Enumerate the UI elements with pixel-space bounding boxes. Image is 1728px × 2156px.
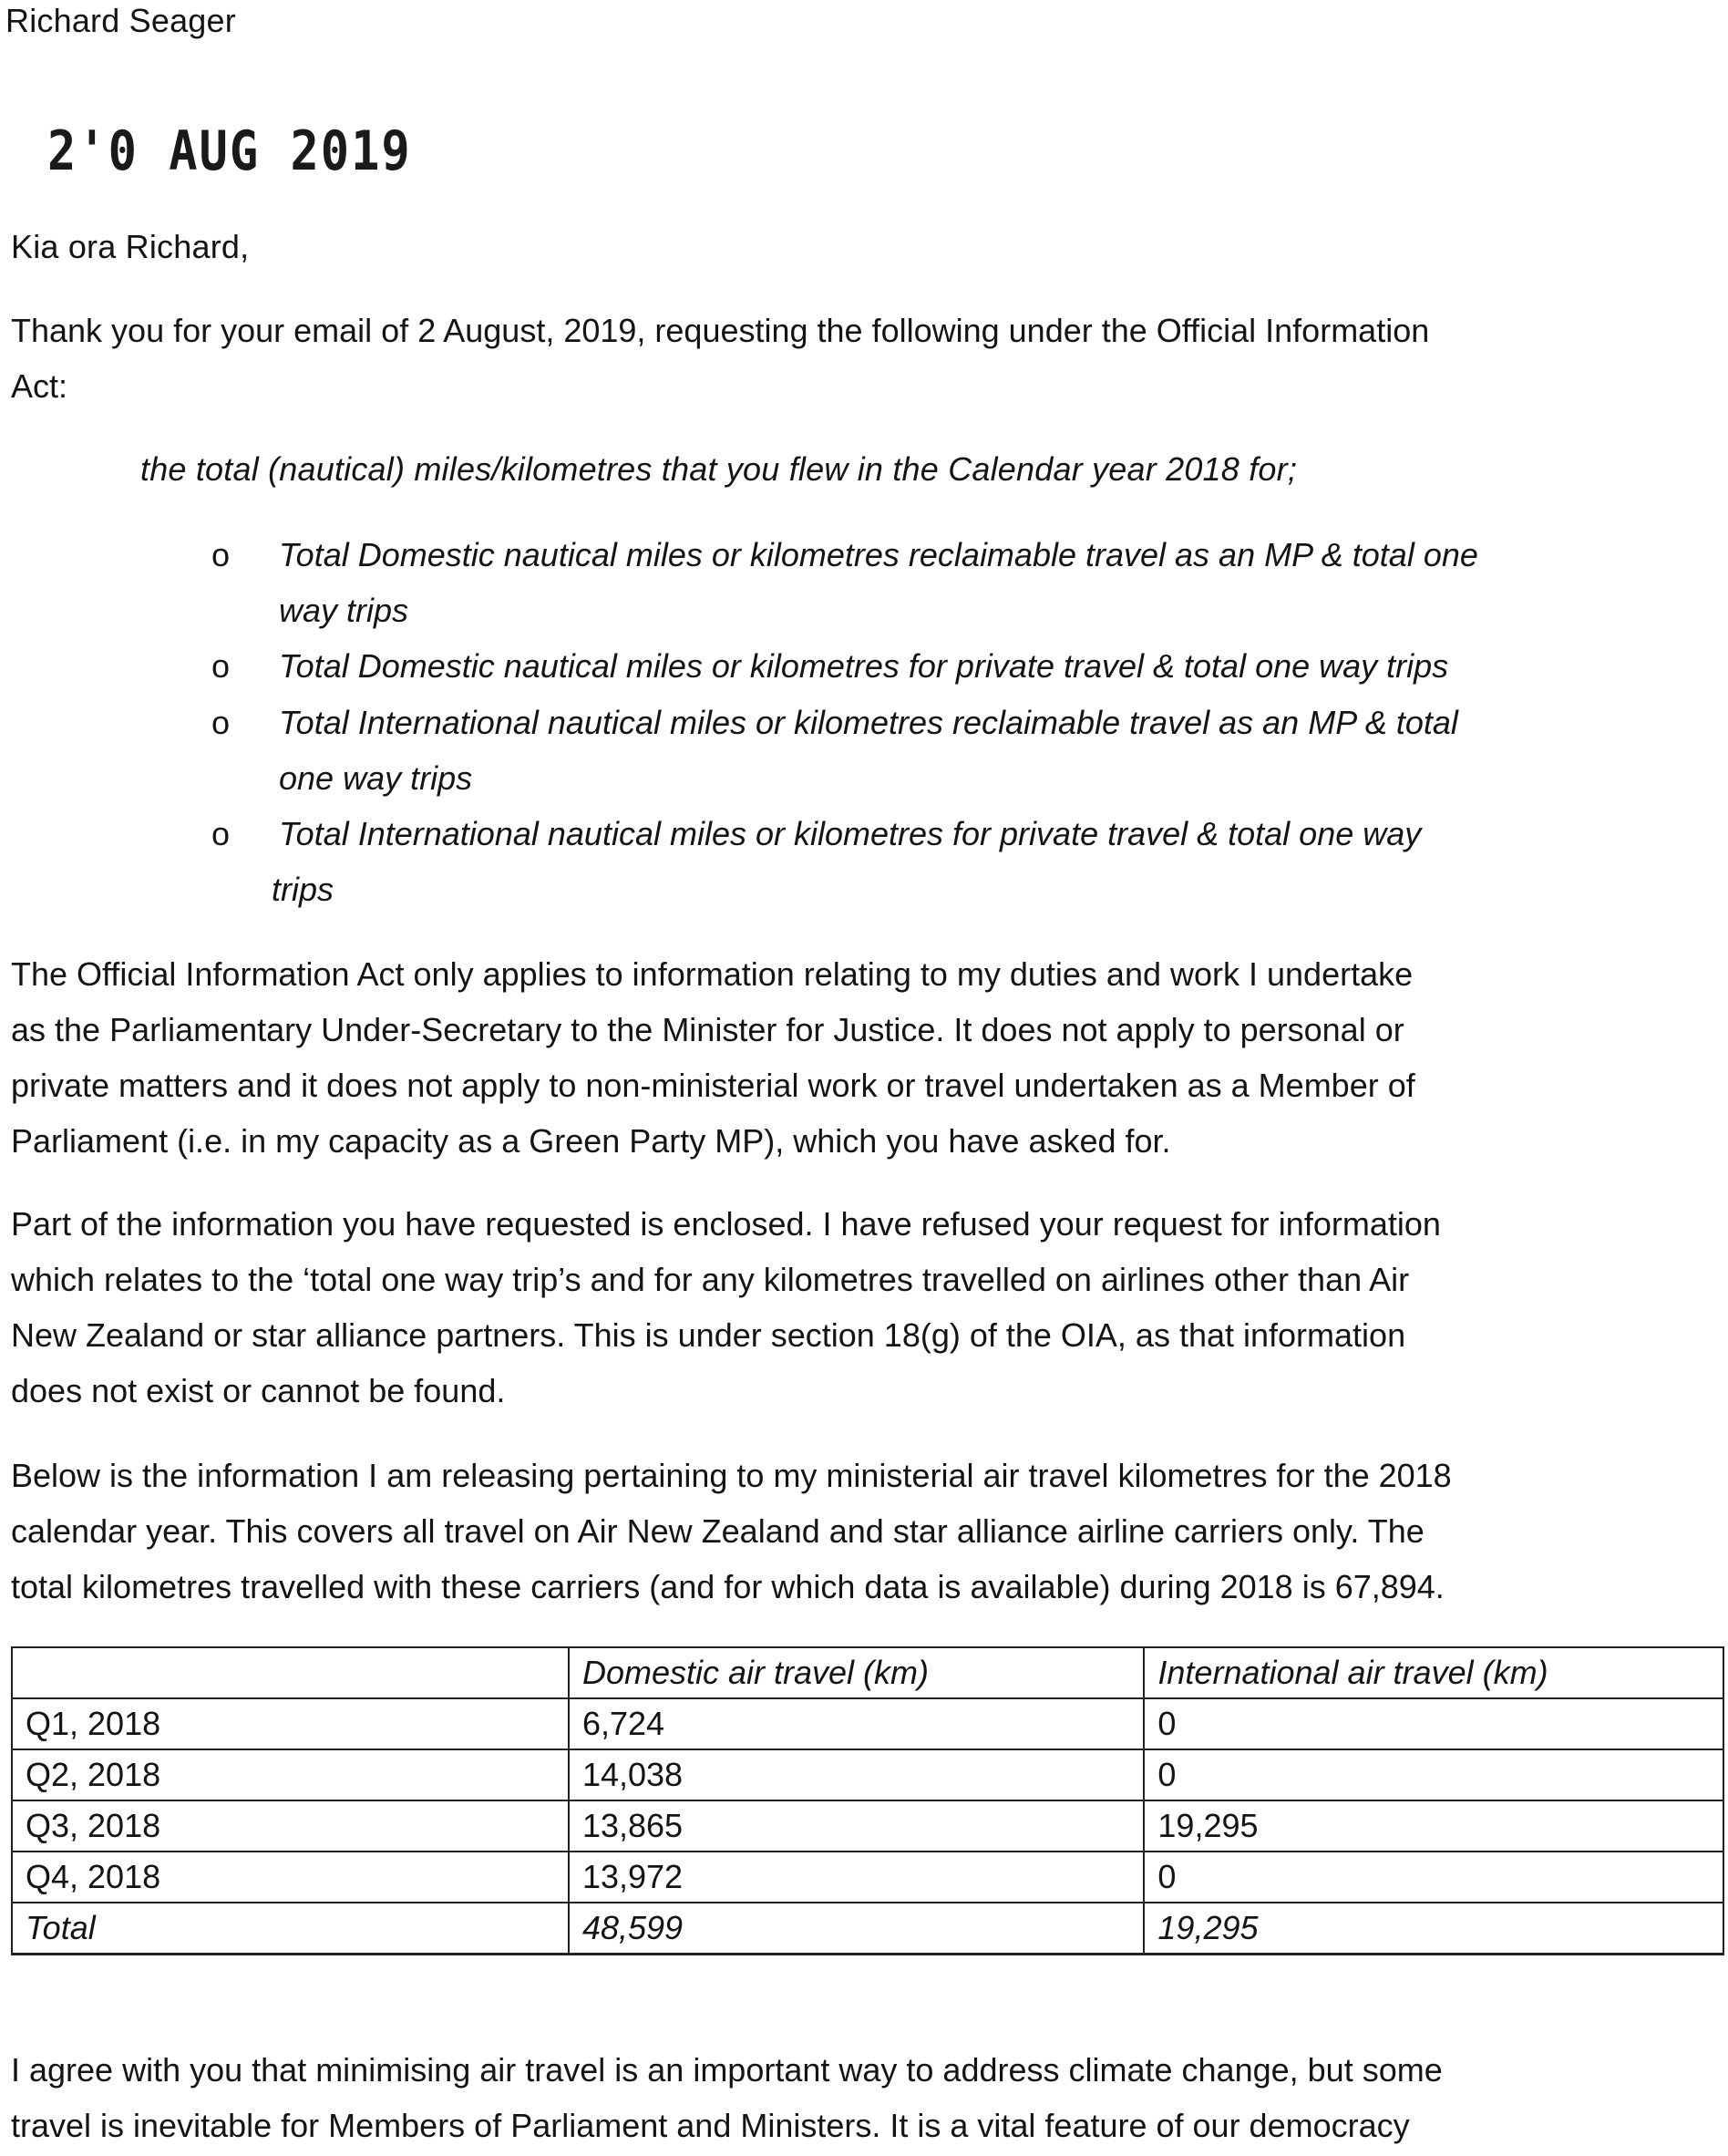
text-line: calendar year. This covers all travel on Air New Zealand and star alliance airline carriers only. The — [11, 1512, 1425, 1550]
table-header-cell — [12, 1647, 569, 1698]
table-header-cell: International air travel (km) — [1144, 1647, 1723, 1698]
table-header-row — [12, 1647, 1723, 1698]
table-header-cell: Domestic air travel (km) — [569, 1647, 1144, 1698]
table-cell: Q4, 2018 — [12, 1852, 569, 1903]
bullet-marker: o — [211, 647, 231, 685]
text-line: travel is inevitable for Members of Parliament and Ministers. It is a vital feature of our democracy — [11, 2107, 1410, 2144]
text-line: does not exist or cannot be found. — [11, 1372, 506, 1409]
salutation: Kia ora Richard, — [11, 228, 250, 265]
climate-paragraph — [11, 2042, 1717, 2153]
text-line: Parliament (i.e. in my capacity as a Green Party MP), which you have asked for. — [11, 1122, 1171, 1160]
text-line: Total International nautical miles or kilometres reclaimable travel as an MP & total — [279, 704, 1458, 741]
table-cell: 13,972 — [569, 1852, 1144, 1903]
recipient-name: Richard Seager — [5, 2, 236, 39]
scope-paragraph — [11, 946, 1717, 1169]
travel-kilometres-table — [11, 1646, 1724, 1955]
request-item — [279, 527, 1719, 638]
text-line: trips — [272, 871, 334, 908]
table-cell: 0 — [1144, 1749, 1723, 1800]
request-item — [279, 695, 1719, 806]
release-paragraph — [11, 1448, 1717, 1614]
bullet-marker: o — [211, 536, 231, 573]
text-line: New Zealand or star alliance partners. This is under section 18(g) of the OIA, as that information — [11, 1316, 1406, 1354]
table-cell: Q3, 2018 — [12, 1800, 569, 1852]
table-cell: 19,295 — [1144, 1800, 1723, 1852]
table-cell: 14,038 — [569, 1749, 1144, 1800]
text-line: Total Domestic nautical miles or kilometres for private travel & total one way trips — [279, 647, 1449, 685]
table-cell: Q1, 2018 — [12, 1698, 569, 1749]
table-cell: Total — [12, 1903, 569, 1955]
text-line: Total Domestic nautical miles or kilometres reclaimable travel as an MP & total one — [279, 536, 1478, 573]
request-lead: the total (nautical) miles/kilometres that you flew in the Calendar year 2018 for; — [140, 450, 1298, 488]
bullet-marker: o — [211, 704, 231, 741]
table-row — [12, 1852, 1723, 1903]
table-cell: 48,599 — [569, 1903, 1144, 1955]
table-total-row — [12, 1903, 1723, 1955]
refusal-paragraph — [11, 1196, 1717, 1418]
table-cell: Q2, 2018 — [12, 1749, 569, 1800]
request-item — [272, 806, 1719, 917]
table-row — [12, 1800, 1723, 1852]
text-line: Total International nautical miles or kilometres for private travel & total one way — [279, 815, 1422, 852]
intro-paragraph — [11, 303, 1717, 414]
text-line: as the Parliamentary Under-Secretary to the Minister for Justice. It does not apply to personal or — [11, 1011, 1404, 1048]
text-line: Thank you for your email of 2 August, 2019, requesting the following under the Official Information — [11, 312, 1430, 349]
text-line: private matters and it does not apply to non-ministerial work or travel undertaken as a Member of — [11, 1067, 1415, 1104]
text-line: one way trips — [279, 759, 473, 797]
text-line: total kilometres travelled with these carriers (and for which data is available) during 2018 is 67,894. — [11, 1568, 1445, 1605]
text-line: Act: — [11, 367, 68, 405]
text-line: Part of the information you have requested is enclosed. I have refused your request for information — [11, 1205, 1441, 1243]
bullet-marker: o — [211, 815, 231, 852]
text-line: The Official Information Act only applies to information relating to my duties and work I undertake — [11, 955, 1414, 993]
table-row — [12, 1698, 1723, 1749]
table-cell: 0 — [1144, 1852, 1723, 1903]
table-cell: 6,724 — [569, 1698, 1144, 1749]
text-line: Below is the information I am releasing pertaining to my ministerial air travel kilometres for the 2018 — [11, 1457, 1452, 1494]
table-cell: 19,295 — [1144, 1903, 1723, 1955]
text-line: way trips — [279, 592, 409, 629]
table-cell: 13,865 — [569, 1800, 1144, 1852]
text-line: which relates to the ‘total one way trip’s and for any kilometres travelled on airlines other than Air — [11, 1261, 1410, 1298]
table-cell: 0 — [1144, 1698, 1723, 1749]
date-stamp: 2'0 AUG 2019 — [47, 120, 412, 183]
request-item — [279, 638, 1719, 694]
table-row — [12, 1749, 1723, 1800]
text-line: I agree with you that minimising air travel is an important way to address climate change, but some — [11, 2051, 1443, 2089]
